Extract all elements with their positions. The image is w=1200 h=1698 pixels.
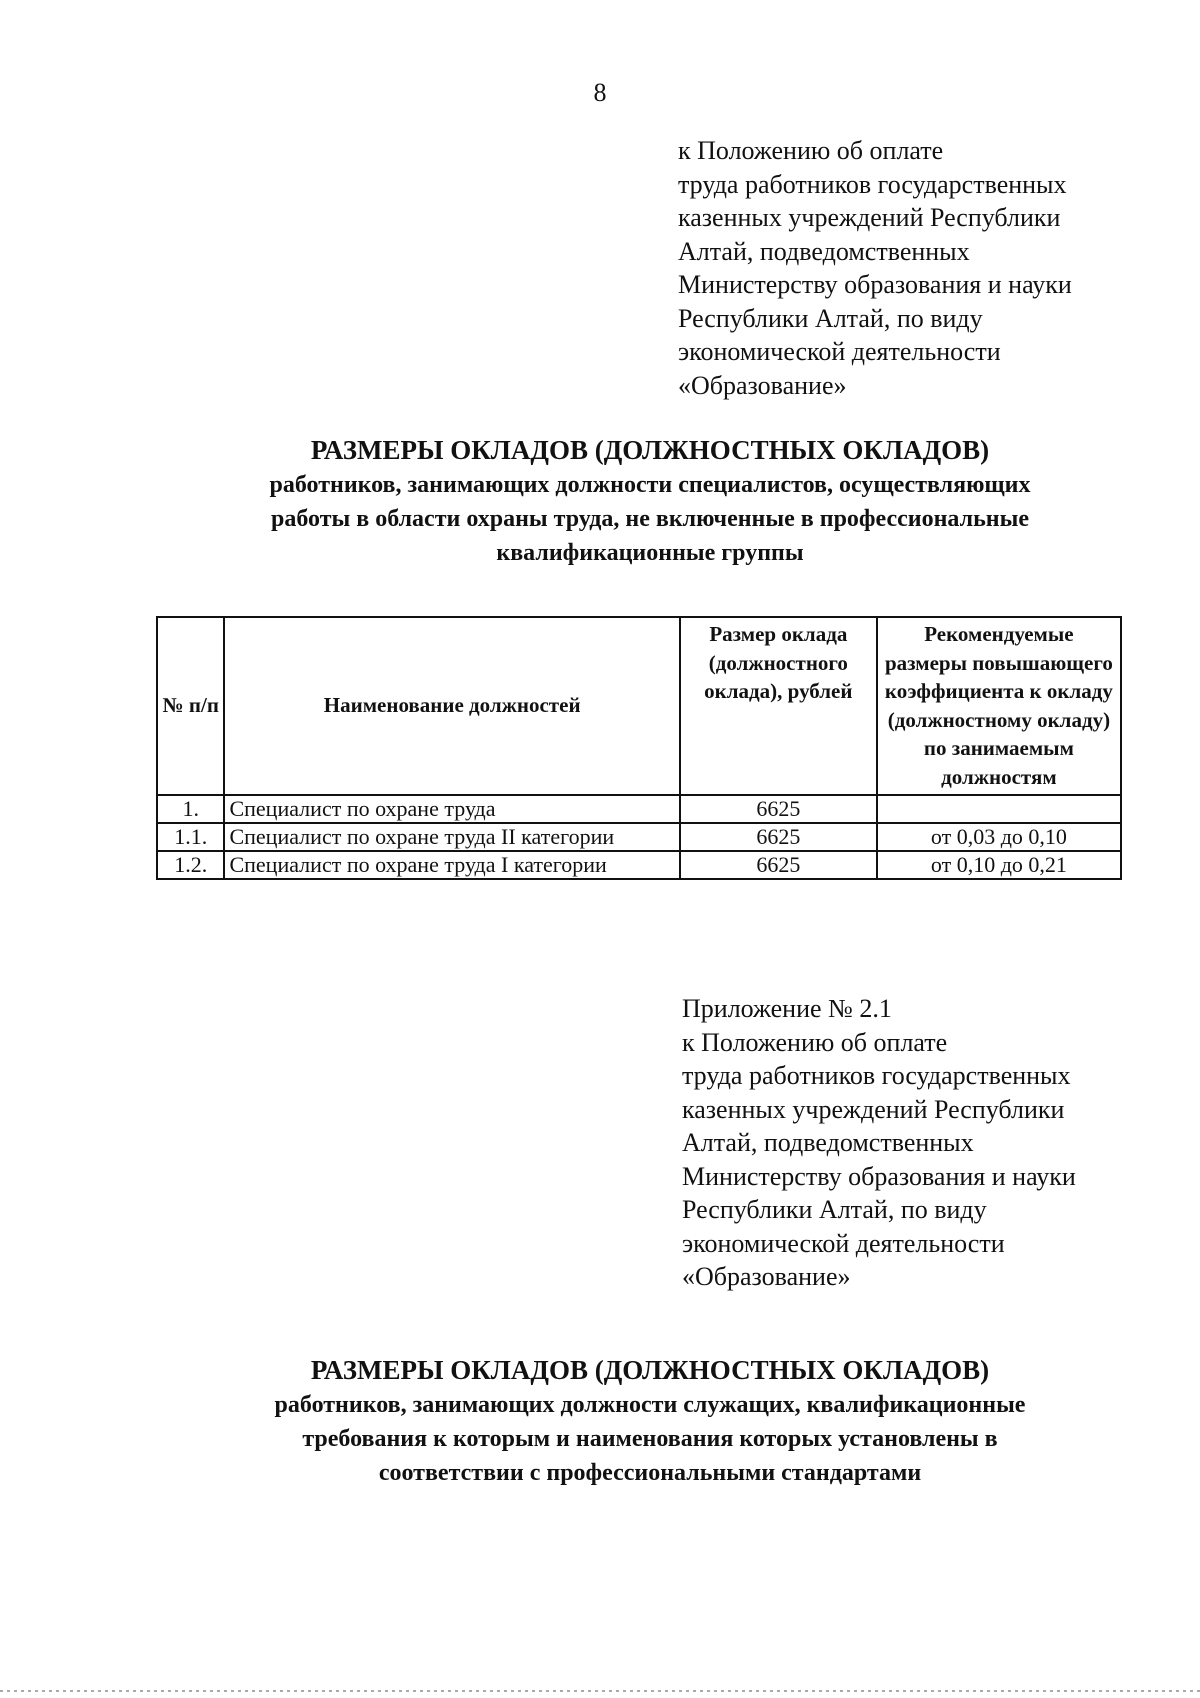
annex-line: Министерству образования и науки (682, 1161, 1076, 1191)
table-header-row (157, 617, 1121, 795)
header-rate: Размер оклада (должностного оклада), рублей (680, 617, 877, 795)
annex-line: труда работников государственных (678, 169, 1067, 199)
header-num: № п/п (157, 617, 224, 795)
section-1-subtitle-line: квалификационные группы (496, 540, 804, 566)
table-row (157, 823, 1121, 851)
annex-line: казенных учреждений Республики (678, 203, 1061, 232)
page-number: 8 (593, 78, 607, 107)
row-rate: 6625 (680, 823, 877, 851)
section-2-heading (120, 1352, 1180, 1490)
section-1-title: РАЗМЕРЫ ОКЛАДОВ (ДОЛЖНОСТНЫХ ОКЛАДОВ) (310, 435, 990, 465)
annex-line: Алтай, подведомственных (682, 1128, 974, 1157)
annex-line: к Положению об оплате (682, 1027, 948, 1057)
annex-line: экономической деятельности (678, 337, 1001, 366)
header-coefficient: Рекомендуемые размеры повышающего коэффициента к окладу (должностному окладу) по занимаемым должностям (877, 617, 1121, 795)
annex-line: Министерству образования и науки (678, 270, 1072, 299)
annex-line: казенных учреждений Республики (682, 1094, 1065, 1124)
section-2-subtitle-line: работников, занимающих должности служащих, квалификационные (274, 1392, 1026, 1418)
annex-reference-2 (682, 992, 1162, 1294)
annex-line: «Образование» (682, 1262, 851, 1291)
scan-edge-artifact (0, 1690, 1200, 1692)
annex-line: экономической деятельности (682, 1228, 1005, 1258)
annex-reference-1 (678, 134, 1158, 402)
annex-line: Республики Алтай, по виду (678, 303, 983, 333)
annex-line: Алтай, подведомственных (678, 236, 970, 266)
section-2-subtitle-line: соответствии с профессиональными стандартами (378, 1460, 922, 1486)
annex-line: труда работников государственных (682, 1061, 1071, 1090)
row-coefficient: от 0,10 до 0,21 (877, 851, 1121, 879)
table-row (157, 851, 1121, 879)
row-name: Специалист по охране труда I категории (224, 851, 679, 879)
section-1-subtitle-line: работников, занимающих должности специалистов, осуществляющих (269, 472, 1031, 498)
section-1-heading (120, 432, 1180, 570)
row-name: Специалист по охране труда (224, 795, 679, 823)
annex-line: к Положению об оплате (678, 136, 944, 165)
row-num: 1. (157, 795, 224, 823)
section-2-subtitle-line: требования к которым и наименования которых установлены в (302, 1426, 998, 1452)
salary-table (156, 616, 1122, 880)
table-row (157, 795, 1121, 823)
section-1-subtitle-line: работы в области охраны труда, не включенные в профессиональные (270, 506, 1030, 532)
annex-line: Республики Алтай, по виду (682, 1195, 987, 1224)
row-name: Специалист по охране труда II категории (224, 823, 679, 851)
row-coefficient: от 0,03 до 0,10 (877, 823, 1121, 851)
row-num: 1.2. (157, 851, 224, 879)
row-rate: 6625 (680, 795, 877, 823)
header-name: Наименование должностей (224, 617, 679, 795)
row-rate: 6625 (680, 851, 877, 879)
row-num: 1.1. (157, 823, 224, 851)
row-coefficient (877, 795, 1121, 823)
section-2-title: РАЗМЕРЫ ОКЛАДОВ (ДОЛЖНОСТНЫХ ОКЛАДОВ) (310, 1355, 990, 1385)
annex-line: Приложение № 2.1 (682, 994, 892, 1023)
annex-line: «Образование» (678, 370, 847, 400)
